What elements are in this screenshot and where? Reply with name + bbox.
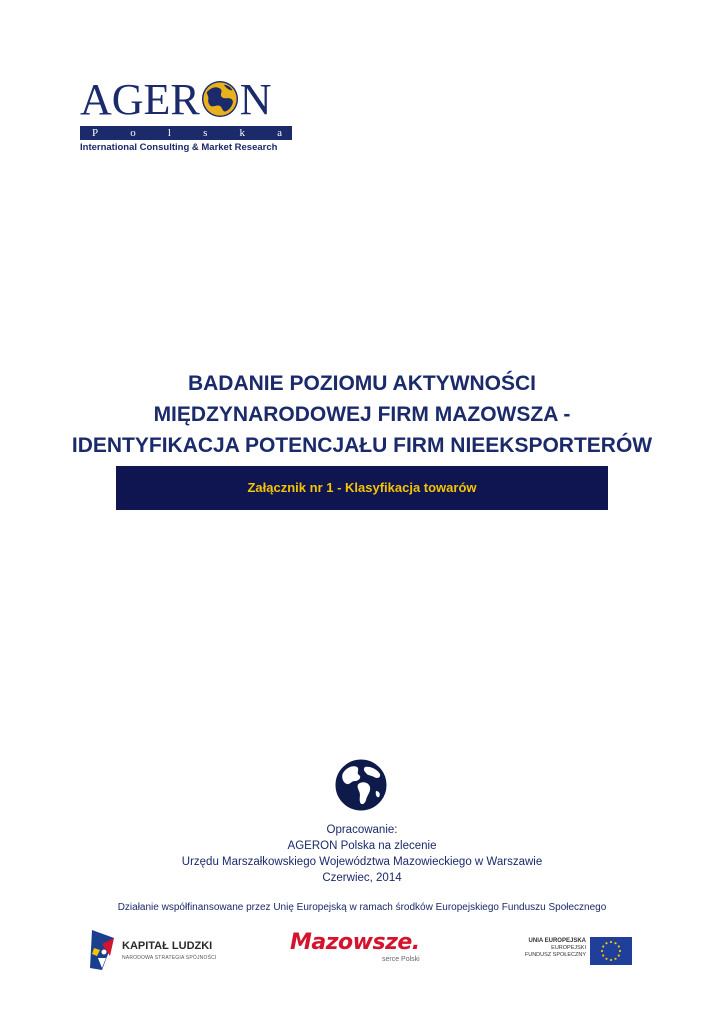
kapital-ludzki-title: KAPITAŁ LUDZKI [122,940,213,952]
kapital-ludzki-emblem-icon [88,928,118,972]
eu-flag-icon [590,937,632,965]
mazowsze-wordmark: Mazowsze. [290,930,420,955]
logo-word-end: N [239,75,272,124]
prepared-client: Urzędu Marszałkowskiego Województwa Mazowieckiego w Warszawie [181,856,543,868]
mazowsze-logo [290,930,430,970]
kapital-ludzki-logo [88,928,228,972]
eu-line-2: EUROPEJSKI [551,945,586,951]
eu-logo [524,937,632,965]
logo-letter: o [130,127,136,139]
title-line-1: BADANIE POZIOMU AKTYWNOŚCI [187,372,537,395]
logo-wordmark [80,75,292,124]
logo-letter: s [203,127,208,139]
eu-text [525,938,586,959]
logo-letter: l [167,127,171,139]
logo-polska-bar [80,126,292,140]
mazowsze-subtitle: serce Polski [382,956,420,963]
logo-word-start: AGER [80,75,200,124]
logo-tagline: International Consulting & Market Research [80,142,278,153]
logo-letter: P [92,127,99,139]
kapital-ludzki-subtitle: NARODOWA STRATEGIA SPÓJNOŚCI [122,955,217,961]
document-title [40,368,684,461]
logo-letter: a [277,127,282,139]
globe-icon [333,757,389,813]
prepared-by-block [0,822,724,886]
eu-line-1: UNIA EUROPEJSKA [528,938,586,944]
prepared-label: Opracowanie: [326,824,398,836]
ageron-logo [80,75,292,153]
prepared-date: Czerwiec, 2014 [322,872,402,884]
cofinancing-note: Działanie współfinansowane przez Unię Europejską w ramach środków Europejskiego Funduszu Społecznego [117,902,607,913]
eu-line-3: FUNDUSZ SPOŁECZNY [524,952,586,958]
annex-banner: Załącznik nr 1 - Klasyfikacja towarów [116,466,608,510]
prepared-author: AGERON Polska na zlecenie [287,840,437,852]
logo-letter: k [239,127,245,139]
title-line-2: MIĘDZYNARODOWEJ FIRM MAZOWSZA - [153,403,571,426]
title-line-3: IDENTYFIKACJA POTENCJAŁU FIRM NIEEKSPORTERÓW [71,434,653,457]
globe-icon [201,80,239,118]
